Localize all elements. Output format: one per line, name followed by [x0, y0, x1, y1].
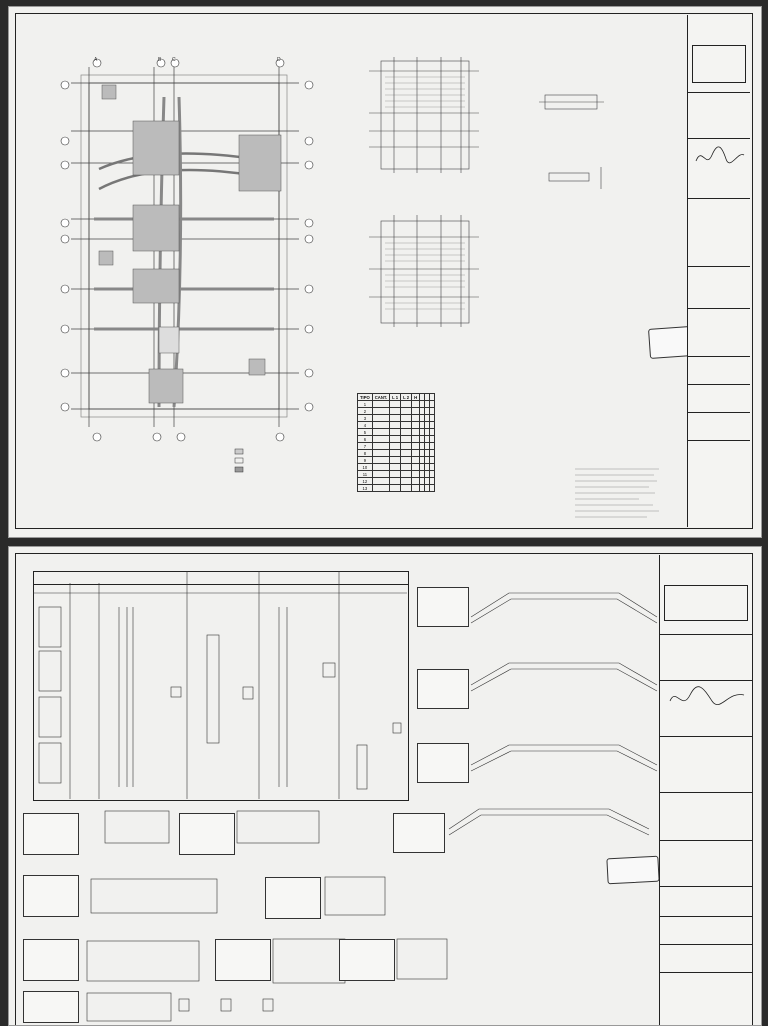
- table-cell: [372, 401, 389, 408]
- table-row: [358, 408, 435, 415]
- table-cell: 10: [358, 464, 373, 471]
- table-header-cell: CANT.: [372, 394, 389, 401]
- grid-label-a: A: [94, 57, 98, 63]
- table-cell: [401, 471, 412, 478]
- calculation-box: [688, 139, 750, 199]
- materials-box: [660, 793, 752, 841]
- signature: [692, 141, 748, 171]
- table-cell: [390, 408, 401, 415]
- table-cell: [372, 408, 389, 415]
- drawn-by-box: [688, 413, 750, 441]
- table-cell: [401, 415, 412, 422]
- table-row: [358, 443, 435, 450]
- project-box: [688, 93, 750, 139]
- table-header-cell: L 2: [401, 394, 412, 401]
- table-cell: [390, 415, 401, 422]
- table-cell: [412, 457, 420, 464]
- calculation-box: [660, 681, 752, 737]
- grid-label-d: D: [277, 57, 281, 63]
- table-header-cell: L 1: [390, 394, 401, 401]
- table-cell: [390, 429, 401, 436]
- beam-label-box: [23, 991, 79, 1023]
- table-cell: [390, 443, 401, 450]
- table-cell: [430, 401, 435, 408]
- table-row: [358, 478, 435, 485]
- table-cell: [372, 464, 389, 471]
- table-cell: 13: [358, 485, 373, 492]
- table-cell: [372, 436, 389, 443]
- table-cell: [372, 485, 389, 492]
- grid-label-c: C: [172, 57, 176, 63]
- table-row: [358, 401, 435, 408]
- table-cell: [401, 457, 412, 464]
- drawing-sheet-columns-beams: [8, 546, 762, 1026]
- table-cell: [412, 478, 420, 485]
- table-cell: [430, 436, 435, 443]
- table-cell: [390, 450, 401, 457]
- materials-box: [688, 267, 750, 309]
- engineer-box: [660, 555, 752, 635]
- table-cell: [390, 485, 401, 492]
- sheet-number-box: [660, 973, 752, 1025]
- table-cell: [401, 436, 412, 443]
- beam-label-box: [417, 669, 469, 709]
- table-row: [358, 422, 435, 429]
- drawn-by-box: [660, 945, 752, 973]
- signature: [664, 683, 750, 713]
- table-cell: [430, 485, 435, 492]
- table-cell: [412, 436, 420, 443]
- date-box: [688, 385, 750, 413]
- beam-label-box: [417, 587, 469, 627]
- table-cell: 4: [358, 422, 373, 429]
- table-cell: [430, 464, 435, 471]
- table-cell: [430, 415, 435, 422]
- table-cell: 6: [358, 436, 373, 443]
- footings-table: [357, 393, 537, 492]
- table-cell: [401, 485, 412, 492]
- table-row: [358, 457, 435, 464]
- table-row: [358, 429, 435, 436]
- table-cell: [390, 401, 401, 408]
- table-row: [358, 485, 435, 492]
- table-cell: [430, 443, 435, 450]
- stamp: [606, 856, 659, 885]
- table-cell: [412, 408, 420, 415]
- table-cell: [401, 478, 412, 485]
- beam-label-box: [23, 813, 79, 855]
- table-cell: [390, 457, 401, 464]
- table-cell: 11: [358, 471, 373, 478]
- beam-label-box: [215, 939, 271, 981]
- table-cell: [430, 471, 435, 478]
- table-cell: [401, 450, 412, 457]
- table-cell: [412, 464, 420, 471]
- table-cell: [390, 422, 401, 429]
- title-block: [687, 15, 750, 527]
- sheet-number-box: [688, 441, 750, 527]
- beam-label-box: [23, 875, 79, 917]
- table-cell: 7: [358, 443, 373, 450]
- table-cell: [412, 450, 420, 457]
- table-row: [358, 415, 435, 422]
- table-cell: [390, 464, 401, 471]
- drawing-sheet-foundation: [8, 6, 762, 538]
- table-cell: 5: [358, 429, 373, 436]
- beam-label-box: [179, 813, 235, 855]
- table-cell: [372, 443, 389, 450]
- table-cell: [430, 408, 435, 415]
- table-cell: [401, 422, 412, 429]
- engineer-box: [688, 15, 750, 93]
- table-row: [358, 436, 435, 443]
- table-cell: [390, 471, 401, 478]
- table-cell: [372, 450, 389, 457]
- table-cell: [372, 457, 389, 464]
- table-cell: [372, 478, 389, 485]
- table-cell: [430, 478, 435, 485]
- date-box: [660, 917, 752, 945]
- table-cell: [401, 443, 412, 450]
- table-cell: [430, 422, 435, 429]
- table-cell: [372, 415, 389, 422]
- table-cell: [430, 450, 435, 457]
- table-cell: 8: [358, 450, 373, 457]
- modifications-box: [660, 841, 752, 887]
- table-cell: [412, 471, 420, 478]
- footings-table-grid: [357, 393, 435, 492]
- table-cell: [390, 478, 401, 485]
- table-cell: [372, 429, 389, 436]
- table-cell: [412, 443, 420, 450]
- table-cell: 12: [358, 478, 373, 485]
- table-cell: [412, 422, 420, 429]
- table-header-cell: H: [412, 394, 420, 401]
- grid-label-b: B: [158, 57, 162, 63]
- title-block: [659, 555, 752, 1025]
- table-cell: [412, 415, 420, 422]
- table-cell: [401, 408, 412, 415]
- table-cell: [401, 464, 412, 471]
- contents-box: [660, 737, 752, 793]
- table-row: [358, 450, 435, 457]
- table-cell: [401, 401, 412, 408]
- table-cell: 2: [358, 408, 373, 415]
- scale-box: [660, 887, 752, 917]
- table-header-cell: TIPO: [358, 394, 373, 401]
- beam-label-box: [339, 939, 395, 981]
- table-cell: [430, 457, 435, 464]
- table-cell: [412, 401, 420, 408]
- beam-label-box: [265, 877, 321, 919]
- beam-label-box: [393, 813, 445, 853]
- table-header-cell: [430, 394, 435, 401]
- contents-box: [688, 199, 750, 267]
- table-cell: [412, 429, 420, 436]
- project-box: [660, 635, 752, 681]
- table-row: [358, 471, 435, 478]
- table-cell: [372, 422, 389, 429]
- table-cell: [412, 485, 420, 492]
- table-cell: 1: [358, 401, 373, 408]
- scale-box: [688, 357, 750, 385]
- table-cell: 3: [358, 415, 373, 422]
- beam-label-box: [417, 743, 469, 783]
- table-cell: [372, 471, 389, 478]
- modifications-box: [688, 309, 750, 357]
- table-cell: 9: [358, 457, 373, 464]
- table-cell: [390, 436, 401, 443]
- beam-label-box: [23, 939, 79, 981]
- table-cell: [430, 429, 435, 436]
- table-row: [358, 464, 435, 471]
- table-cell: [401, 429, 412, 436]
